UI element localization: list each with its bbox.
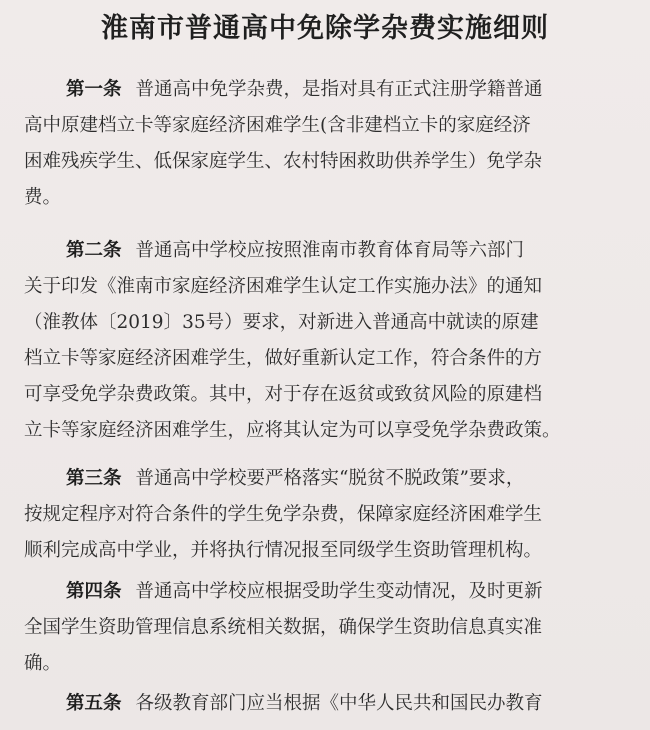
article-2-line-5: 可享受免学杂费政策。其中，对于存在返贫或致贫风险的原建档 — [24, 384, 543, 405]
article-3 — [24, 461, 624, 569]
article-3-text-1: 普通高中学校要严格落实“脱贫不脱政策”要求， — [135, 468, 525, 489]
article-3-line-1 — [24, 461, 624, 497]
article-1-label: 第一条 — [66, 79, 122, 100]
article-2-line-6: 立卡等家庭经济困难学生，应将其认定为可以享受免学杂费政策。 — [24, 420, 561, 441]
article-1-text-1: 普通高中免学杂费，是指对具有正式注册学籍普通 — [135, 79, 543, 100]
article-1-line-1 — [24, 72, 624, 108]
article-4-line-3: 确。 — [24, 653, 62, 674]
article-2-line-1 — [24, 233, 624, 269]
article-1-line-4: 费。 — [24, 187, 62, 208]
article-4-line-2: 全国学生资助管理信息系统相关数据，确保学生资助信息真实准 — [24, 617, 543, 638]
article-3-line-3: 顺利完成高中学业，并将执行情况报至同级学生资助管理机构。 — [24, 540, 543, 561]
article-2 — [24, 233, 624, 449]
article-2-line-4: 档立卡等家庭经济困难学生，做好重新认定工作，符合条件的方 — [24, 348, 543, 369]
article-3-line-2: 按规定程序对符合条件的学生免学杂费，保障家庭经济困难学生 — [24, 504, 543, 525]
article-2-label: 第二条 — [66, 240, 122, 261]
article-1-line-2: 高中原建档立卡等家庭经济困难学生(含非建档立卡的家庭经济 — [24, 115, 531, 136]
article-5-line-1 — [24, 686, 624, 722]
article-4-label: 第四条 — [66, 581, 122, 602]
article-2-line-2: 关于印发《淮南市家庭经济困难学生认定工作实施办法》的通知 — [24, 276, 543, 297]
article-5-label: 第五条 — [66, 693, 122, 714]
article-4-text-1: 普通高中学校应根据受助学生变动情况，及时更新 — [135, 581, 543, 602]
article-5-text-1: 各级教育部门应当根据《中华人民共和国民办教育 — [135, 693, 543, 714]
article-4-line-1 — [24, 574, 624, 610]
article-5 — [24, 686, 624, 722]
article-1-line-3: 困难残疾学生、低保家庭学生、农村特困救助供养学生）免学杂 — [24, 151, 543, 172]
document-title: 淮南市普通高中免除学杂费实施细则 — [101, 13, 549, 44]
article-4 — [24, 574, 624, 682]
article-2-line-3: （淮教体〔2019〕35号）要求，对新进入普通高中就读的原建 — [24, 312, 539, 333]
article-2-text-1: 普通高中学校应按照淮南市教育体育局等六部门 — [135, 240, 525, 261]
article-3-label: 第三条 — [66, 468, 122, 489]
article-1 — [24, 72, 624, 216]
